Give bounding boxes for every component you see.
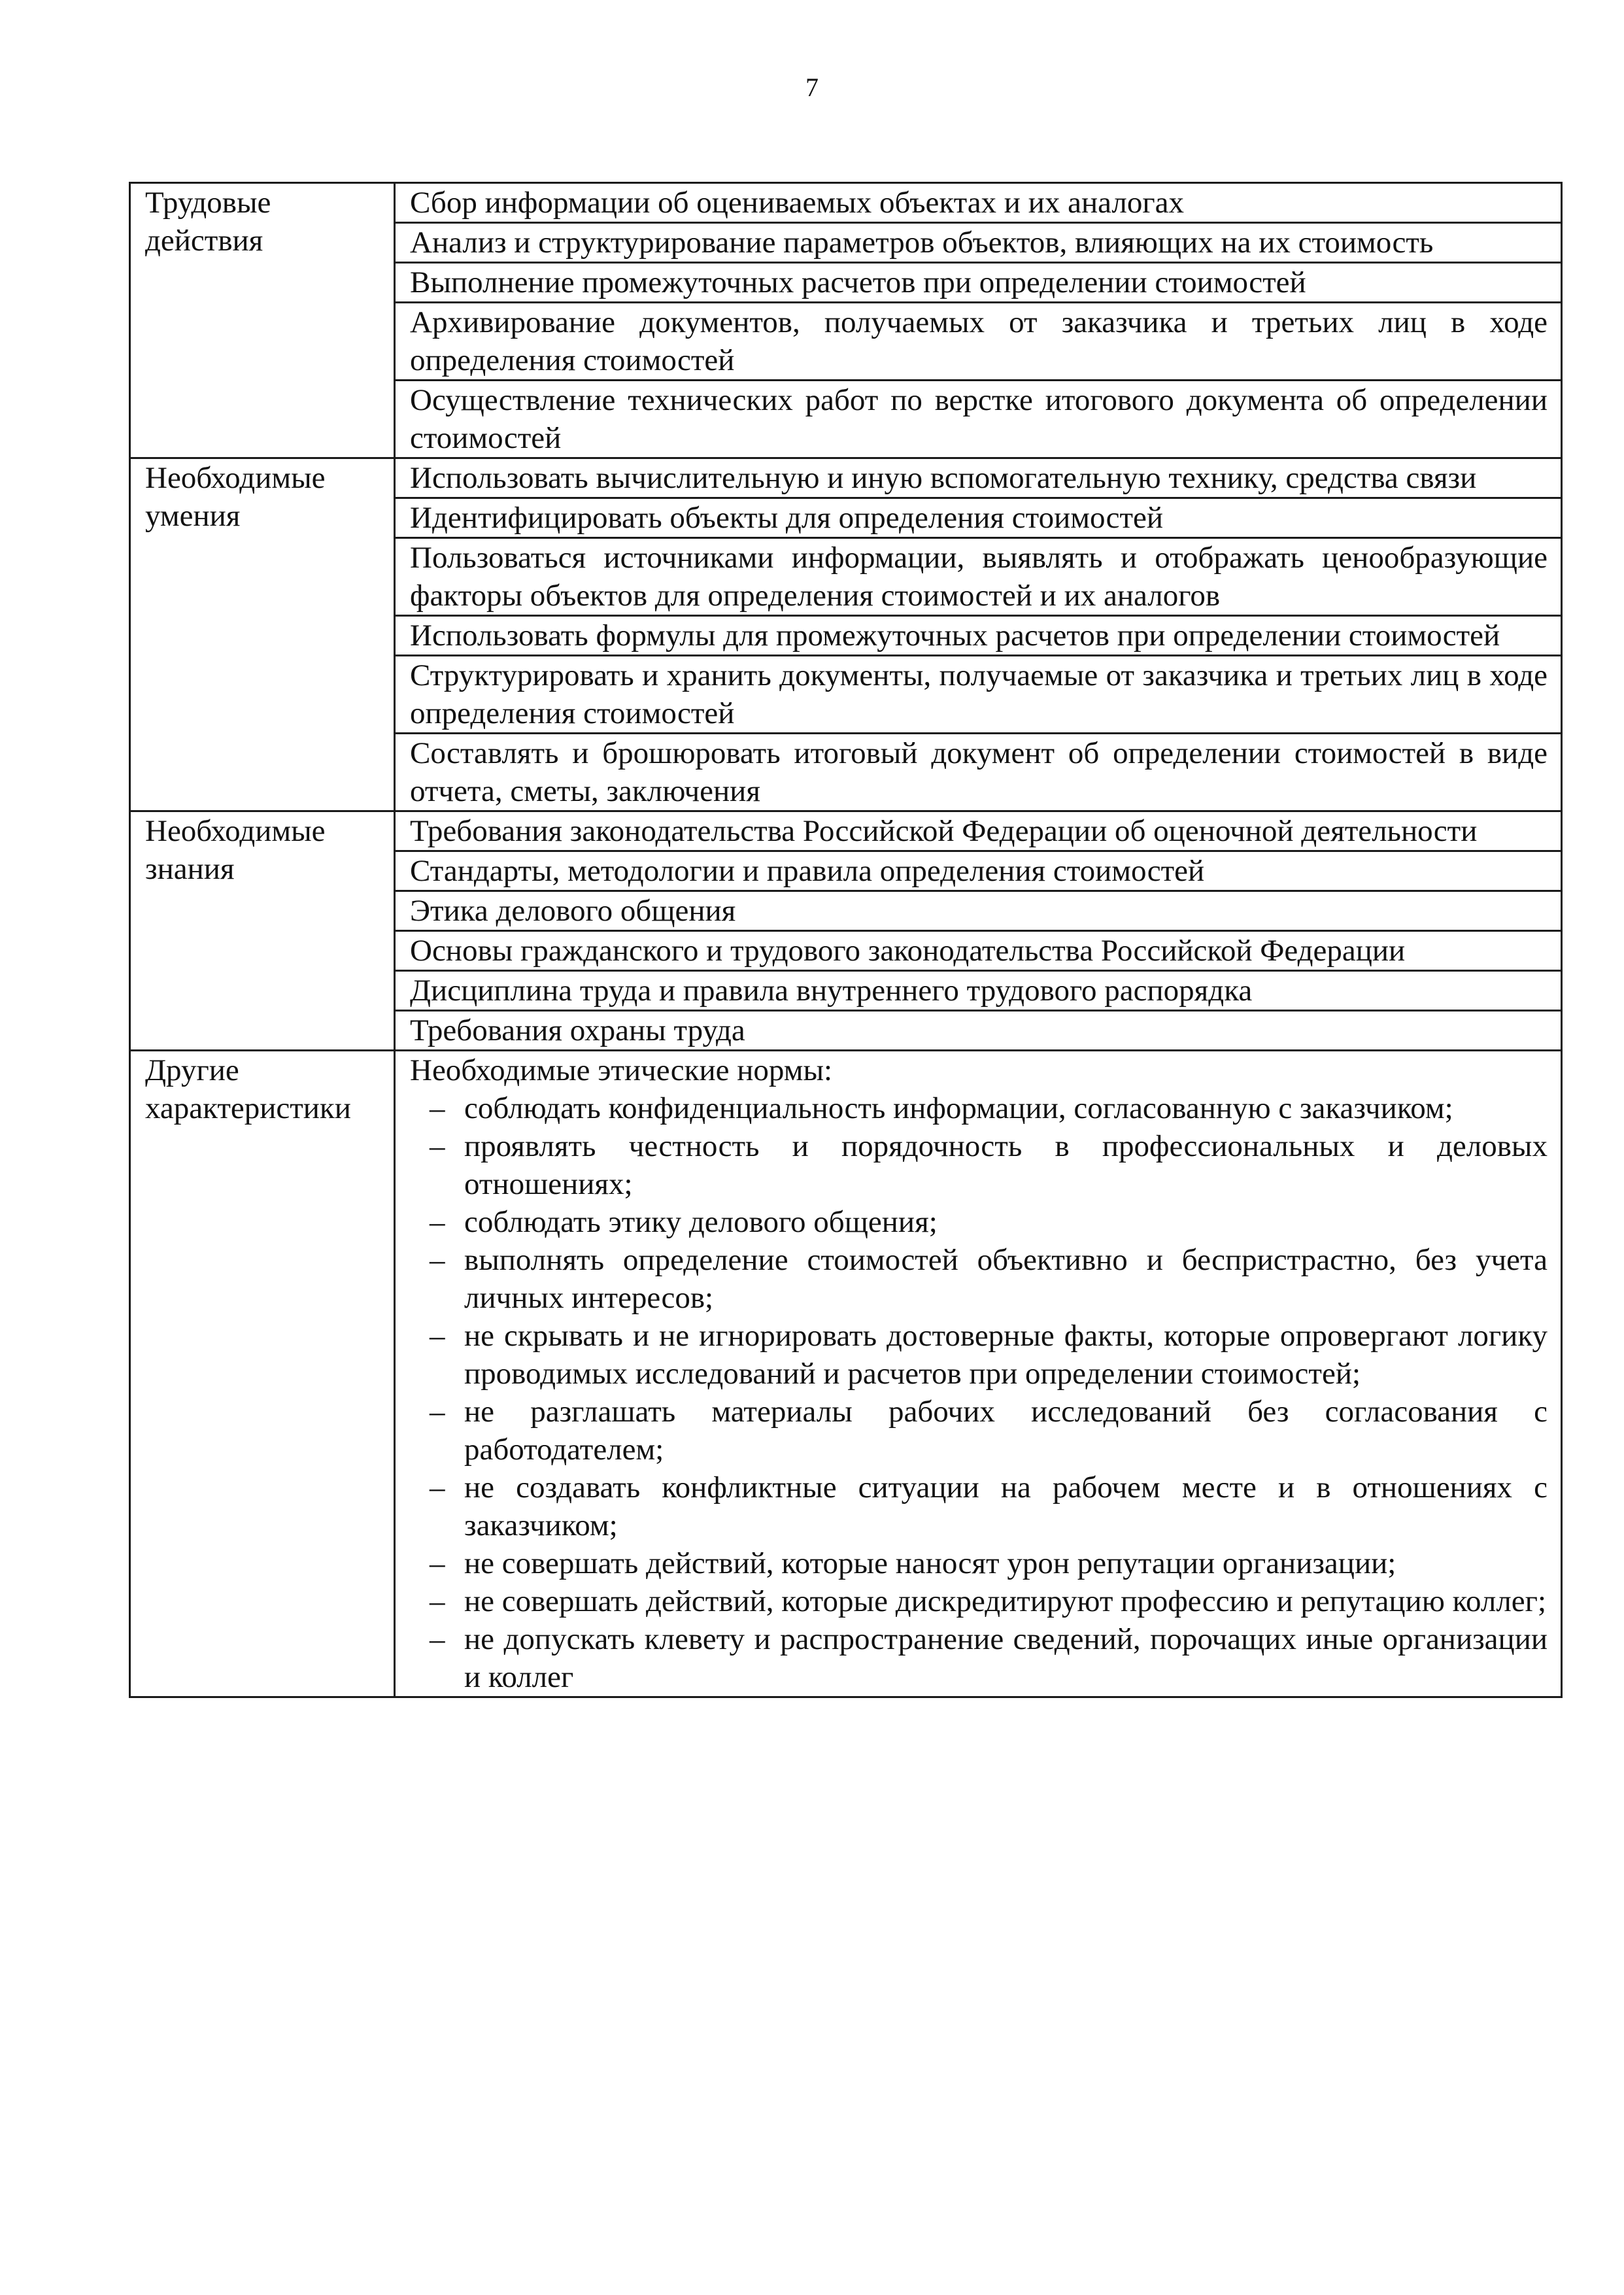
dash-bullet: – (430, 1395, 445, 1429)
ethics-item-text: соблюдать конфиденциальность информации, согласованную с заказчиком; (464, 1091, 1453, 1125)
dash-bullet: – (430, 1319, 445, 1353)
table-row (130, 183, 1562, 223)
table-row (130, 1051, 1562, 1697)
ethics-list (410, 1089, 1548, 1696)
dash-bullet: – (430, 1470, 445, 1504)
list-item: Использовать формулы для промежуточных расчетов при определении стоимостей (410, 619, 1500, 653)
content-cell (395, 891, 1562, 931)
list-item: Требования охраны труда (410, 1013, 745, 1047)
list-item: Составлять и брошюровать итоговый документ об определении стоимостей в виде отчета, сметы, заключения (410, 736, 1548, 808)
section-label: Другие характеристики (145, 1053, 351, 1125)
list-item (410, 1544, 1548, 1582)
content-cell (395, 381, 1562, 458)
content-cell (395, 931, 1562, 971)
dash-bullet: – (430, 1091, 445, 1125)
list-item: Структурировать и хранить документы, получаемые от заказчика и третьих лиц в ходе определения стоимостей (410, 658, 1548, 730)
list-item: Основы гражданского и трудового законодательства Российской Федерации (410, 934, 1406, 968)
dash-bullet: – (430, 1546, 445, 1580)
content-cell (395, 656, 1562, 734)
ethics-item-text: не скрывать и не игнорировать достоверные факты, которые опровергают логику проводимых исследований и расчетов при определении стоимостей; (464, 1319, 1548, 1391)
list-item (410, 1582, 1548, 1620)
list-item (410, 1469, 1548, 1544)
list-item (410, 1203, 1548, 1241)
list-item: Дисциплина труда и правила внутреннего трудового распорядка (410, 974, 1253, 1008)
ethics-item-text: выполнять определение стоимостей объективно и беспристрастно, без учета личных интересов; (464, 1243, 1548, 1315)
dash-bullet: – (430, 1584, 445, 1618)
ethics-item-text: не допускать клевету и распространение сведений, порочащих иные организации и коллег (464, 1622, 1548, 1694)
list-item (410, 1127, 1548, 1203)
ethics-item-text: не создавать конфликтные ситуации на рабочем месте и в отношениях с заказчиком; (464, 1470, 1548, 1542)
content-cell (395, 851, 1562, 891)
content-cell (395, 971, 1562, 1011)
table-row (130, 458, 1562, 498)
list-item: Архивирование документов, получаемых от заказчика и третьих лиц в ходе определения стоимостей (410, 305, 1548, 377)
list-item (410, 1393, 1548, 1469)
dash-bullet: – (430, 1129, 445, 1163)
list-item: Осуществление технических работ по верстке итогового документа об определении стоимостей (410, 383, 1548, 455)
qualification-table (129, 182, 1563, 1698)
dash-bullet: – (430, 1622, 445, 1656)
page-number: 7 (805, 73, 819, 102)
list-item (410, 1241, 1548, 1317)
section-label: Необходимые знания (145, 814, 326, 886)
ethics-item-text: не совершать действий, которые дискредитируют профессию и репутацию коллег; (464, 1584, 1547, 1618)
list-item: Пользоваться источниками информации, выявлять и отображать ценообразующие факторы объектов для определения стоимостей и их аналогов (410, 541, 1548, 613)
ethics-item-text: не разглашать материалы рабочих исследований без согласования с работодателем; (464, 1395, 1548, 1467)
dash-bullet: – (430, 1243, 445, 1277)
ethics-item-text: не совершать действий, которые наносят урон репутации организации; (464, 1546, 1396, 1580)
list-item: Сбор информации об оцениваемых объектах и их аналогах (410, 186, 1184, 220)
list-item: Этика делового общения (410, 894, 736, 928)
section-label-cell (130, 1051, 395, 1697)
list-item (410, 1620, 1548, 1696)
list-item: Использовать вычислительную и иную вспомогательную технику, средства связи (410, 461, 1477, 495)
content-cell (395, 303, 1562, 381)
list-item: Анализ и структурирование параметров объектов, влияющих на их стоимость (410, 226, 1434, 260)
content-cell (395, 498, 1562, 538)
content-cell (395, 263, 1562, 303)
dash-bullet: – (430, 1205, 445, 1239)
list-item: Идентифицировать объекты для определения стоимостей (410, 501, 1164, 535)
content-cell (395, 811, 1562, 851)
content-cell (395, 734, 1562, 811)
ethics-item-text: соблюдать этику делового общения; (464, 1205, 938, 1239)
list-item (410, 1089, 1548, 1127)
ethics-item-text: проявлять честность и порядочность в профессиональных и деловых отношениях; (464, 1129, 1548, 1201)
table-row (130, 811, 1562, 851)
section-label-cell (130, 458, 395, 811)
ethics-cell (395, 1051, 1562, 1697)
list-item: Стандарты, методологии и правила определения стоимостей (410, 854, 1205, 888)
content-cell (395, 1011, 1562, 1051)
list-item (410, 1317, 1548, 1393)
ethics-intro: Необходимые этические нормы: (410, 1053, 833, 1087)
list-item: Требования законодательства Российской Федерации об оценочной деятельности (410, 814, 1478, 848)
content-cell (395, 458, 1562, 498)
section-label-cell (130, 811, 395, 1051)
section-label: Необходимые умения (145, 461, 326, 533)
content-cell (395, 183, 1562, 223)
section-label: Трудовые действия (145, 186, 271, 258)
section-label-cell (130, 183, 395, 458)
list-item: Выполнение промежуточных расчетов при определении стоимостей (410, 265, 1306, 299)
content-cell (395, 223, 1562, 263)
content-cell (395, 616, 1562, 656)
content-cell (395, 538, 1562, 616)
